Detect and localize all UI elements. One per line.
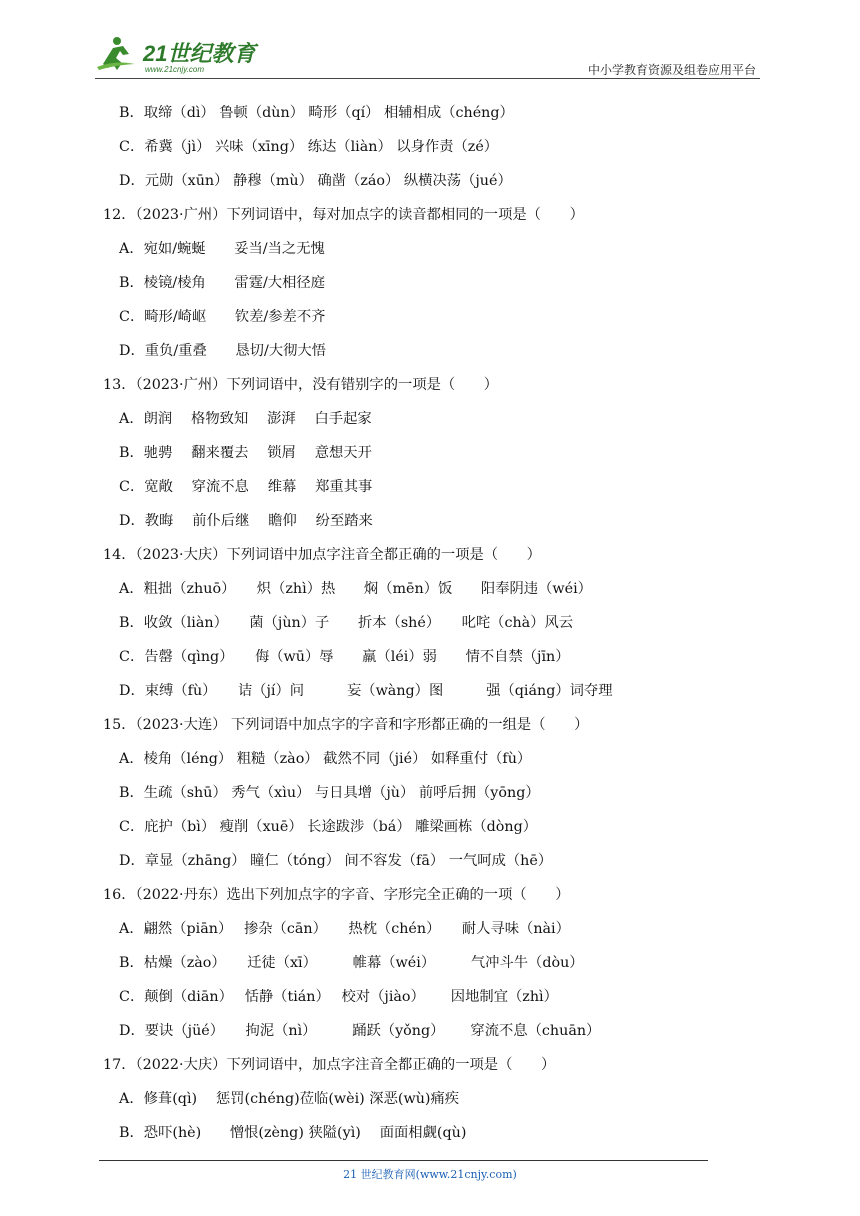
answer-option: A．粗拙（zhuō） 炽（zhì）热 焖（mēn）饭 阳奉阴违（wéi） bbox=[119, 581, 592, 597]
logo-url: www.21cnjy.com bbox=[145, 65, 204, 74]
answer-option: B．棱镜/棱角 雷霆/大相径庭 bbox=[119, 275, 325, 291]
site-logo bbox=[95, 34, 265, 74]
answer-option: B．枯燥（zào） 迁徒（xī） 帷幕（wéi） 气冲斗牛（dòu） bbox=[119, 955, 584, 971]
answer-option: C．颠倒（diān） 恬静（tián） 校对（jiào） 因地制宜（zhì） bbox=[119, 989, 558, 1005]
answer-option: A．修葺(qì) 惩罚(chéng)莅临(wèi) 深恶(wù)痛疾 bbox=[119, 1091, 460, 1107]
answer-option: D．重负/重叠 恳切/大彻大悟 bbox=[119, 343, 326, 359]
answer-option: D．束缚（fù） 诘（jí）问 妄（wàng）图 强（qiáng）词夺理 bbox=[119, 683, 613, 699]
answer-option: D．教晦 前仆后继 瞻仰 纷至踏来 bbox=[119, 513, 373, 529]
question-stem: 15．（2023·大连） 下列词语中加点字的字音和字形都正确的一组是（ ） bbox=[103, 717, 589, 733]
header-divider bbox=[95, 78, 760, 79]
footer-link[interactable]: 21 世纪教育网(www.21cnjy.com) bbox=[343, 1168, 517, 1181]
answer-option: A．朗润 格物致知 澎湃 白手起家 bbox=[119, 411, 372, 427]
header-platform-text: 中小学教育资源及组卷应用平台 bbox=[587, 63, 756, 77]
answer-option: C．宽敞 穿流不息 维幕 郑重其事 bbox=[119, 479, 373, 495]
question-content bbox=[103, 96, 783, 1150]
answer-option: B．生疏（shū） 秀气（xìu） 与日具增（jù） 前呼后拥（yōng） bbox=[119, 785, 540, 801]
question-stem: 14．（2023·大庆）下列词语中加点字注音全都正确的一项是（ ） bbox=[103, 547, 541, 563]
answer-option: D．要诀（jüé） 拘泥（nì） 踊跃（yǒng） 穿流不息（chuān） bbox=[119, 1023, 601, 1039]
logo-text: 21世纪教育 bbox=[143, 41, 256, 66]
answer-option: A．翩然（piān） 掺杂（cān） 热枕（chén） 耐人寻味（nài） bbox=[119, 921, 570, 937]
answer-option: A．棱角（léng） 粗糙（zào） 截然不同（jié） 如释重付（fù） bbox=[119, 751, 532, 767]
answer-option: A．宛如/蜿蜒 妥当/当之无愧 bbox=[119, 241, 325, 257]
question-stem: 13．（2023·广州）下列词语中，没有错别字的一项是（ ） bbox=[103, 377, 499, 393]
answer-option: C．畸形/崎岖 钦差/参差不齐 bbox=[119, 309, 326, 325]
answer-option: C．希冀（jì） 兴味（xīng） 练达（liàn） 以身作责（zé） bbox=[119, 139, 499, 155]
footer-divider bbox=[99, 1160, 708, 1161]
answer-option: C．庇护（bì） 瘦削（xuē） 长途跋涉（bá） 雕梁画栋（dòng） bbox=[119, 819, 538, 835]
page-header bbox=[95, 30, 760, 80]
answer-option: B．收敛（liàn） 菌（jùn）子 折本（shé） 叱咤（chà）风云 bbox=[119, 615, 574, 631]
answer-option: B．驰骋 翻来覆去 锁屑 意想天开 bbox=[119, 445, 372, 461]
question-stem: 12．（2023·广州）下列词语中，每对加点字的读音都相同的一项是（ ） bbox=[103, 207, 584, 223]
answer-option: D．章显（zhāng） 瞳仁（tóng） 间不容发（fā） 一气呵成（hē） bbox=[119, 853, 553, 869]
answer-option: B．恐吓(hè) 憎恨(zèng) 狭隘(yì) 面面相觑(qù) bbox=[119, 1125, 467, 1141]
answer-option: C．告罄（qìng） 侮（wū）辱 羸（léi）弱 情不自禁（jīn） bbox=[119, 649, 570, 665]
question-stem: 16．（2022·丹东）选出下列加点字的字音、字形完全正确的一项（ ） bbox=[103, 887, 570, 903]
answer-option: B．取缔（dì） 鲁顿（dùn） 畸形（qí） 相辅相成（chéng） bbox=[119, 105, 514, 121]
answer-option: D．元勋（xūn） 静穆（mù） 确凿（záo） 纵横决荡（jué） bbox=[119, 173, 512, 189]
question-stem: 17．（2022·大庆）下列词语中，加点字注音全都正确的一项是（ ） bbox=[103, 1057, 556, 1073]
